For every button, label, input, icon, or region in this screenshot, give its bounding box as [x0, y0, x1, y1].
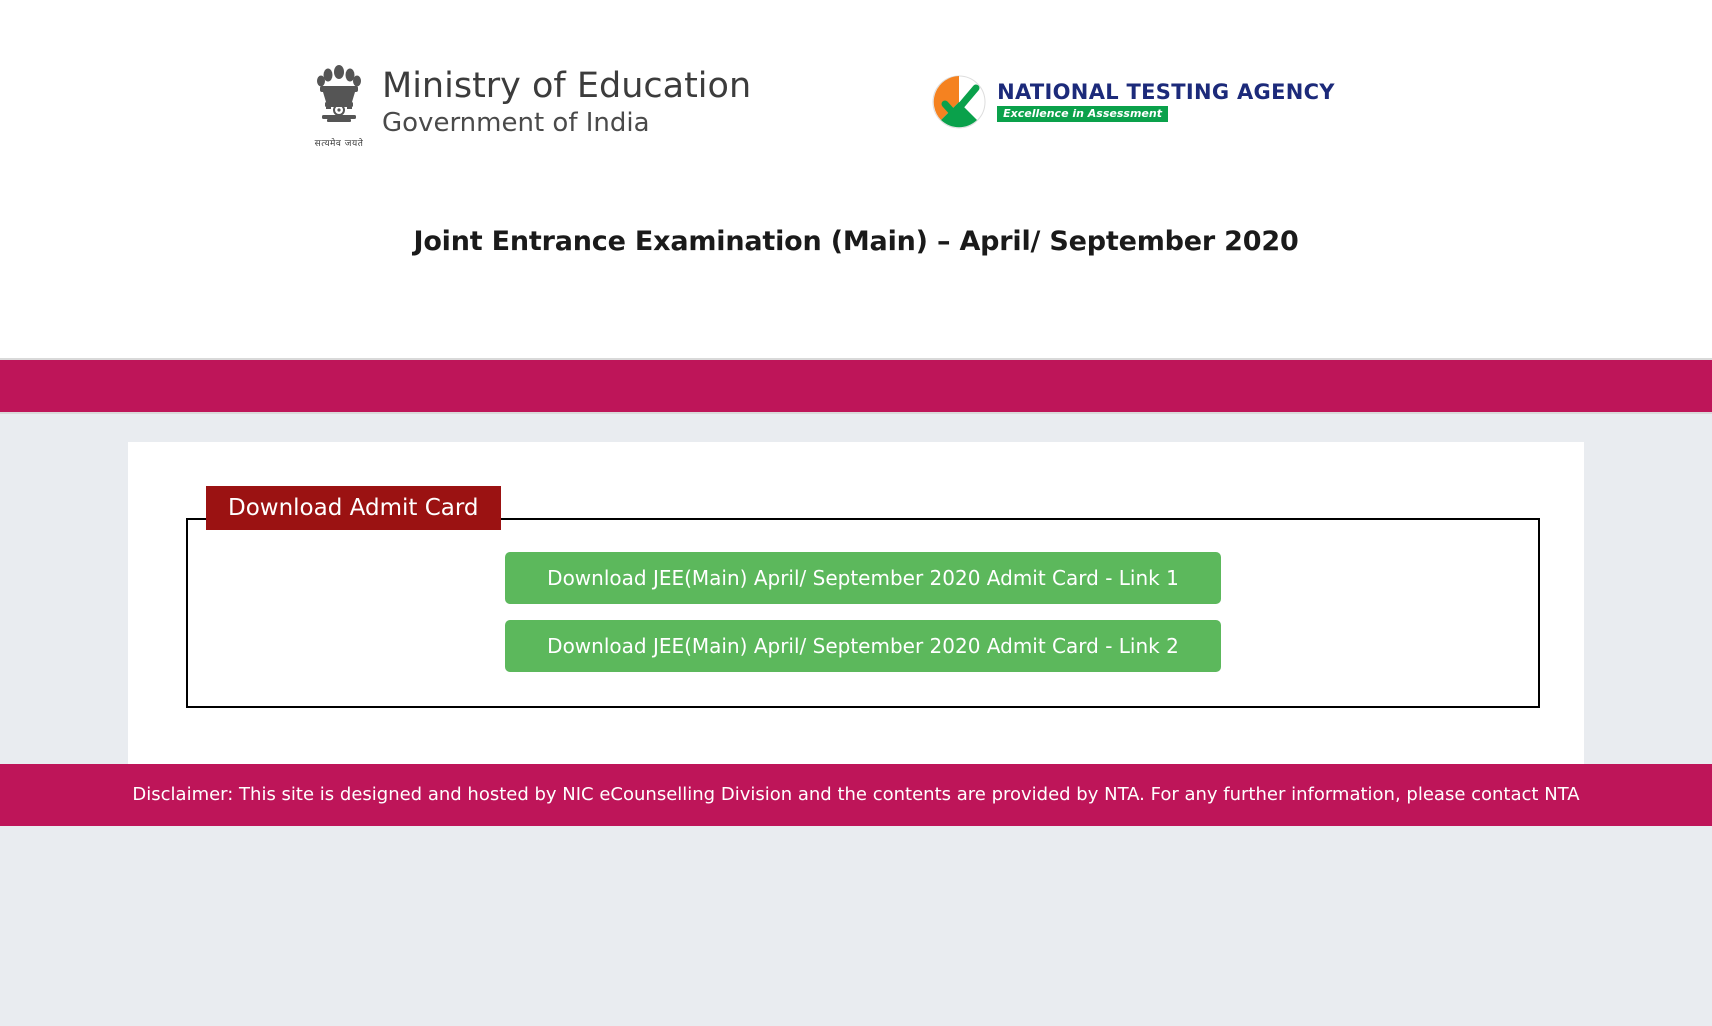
footer-disclaimer: Disclaimer: This site is designed and hosted by NIC eCounselling Division and the contents are provided by NTA. For any further information, please contact NTA	[0, 764, 1712, 826]
national-testing-agency-logo	[931, 62, 1335, 130]
page-title: Joint Entrance Examination (Main) – April/ September 2020	[413, 226, 1299, 257]
nta-checkmark-icon	[931, 74, 987, 130]
download-admit-card-section	[186, 495, 1540, 708]
content-area	[0, 414, 1712, 764]
page-header	[0, 0, 1712, 358]
page-bottom-spacer	[0, 826, 1712, 1026]
download-links-group	[505, 552, 1221, 672]
emblem-motto: सत्यमेव जयते	[314, 139, 364, 149]
navigation-bar	[0, 358, 1712, 414]
national-emblem-icon	[310, 62, 368, 154]
nta-tagline: Excellence in Assessment	[997, 106, 1168, 122]
content-panel	[128, 442, 1584, 764]
government-name: Government of India	[382, 108, 650, 139]
section-legend: Download Admit Card	[206, 486, 501, 530]
nta-text-block	[997, 79, 1335, 122]
download-admit-card-link-1-button[interactable]: Download JEE(Main) April/ September 2020 Admit Card - Link 1	[505, 552, 1221, 604]
ministry-of-education-logo	[310, 62, 751, 154]
nta-title: NATIONAL TESTING AGENCY	[997, 79, 1335, 104]
logo-row	[0, 0, 1712, 154]
download-admit-card-link-2-button[interactable]: Download JEE(Main) April/ September 2020 Admit Card - Link 2	[505, 620, 1221, 672]
ministry-name: Ministry of Education	[382, 66, 752, 106]
ministry-text-block	[382, 62, 751, 139]
